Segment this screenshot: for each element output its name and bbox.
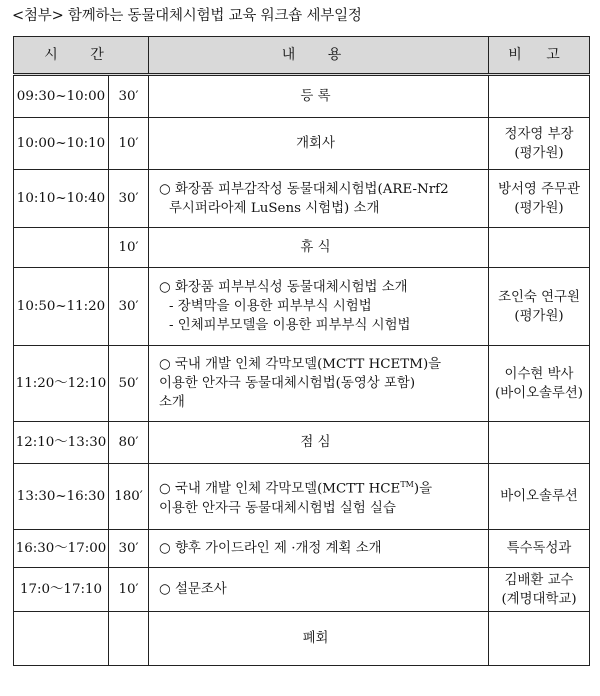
presenter-org: 바이오솔루션 (500, 489, 578, 504)
time-cell (14, 612, 109, 666)
time-cell: 17:0～17:10 (14, 568, 109, 612)
presenter-name: 방서영 주무관 (498, 181, 580, 197)
table-row (14, 568, 590, 612)
time-cell: 09:30~10:00 (14, 75, 109, 118)
table-row (14, 228, 590, 268)
presenter-name: 김배환 교수 (504, 572, 574, 588)
presenter-org: (평가원) (514, 308, 564, 324)
note-cell (489, 612, 590, 666)
duration-cell (109, 612, 149, 666)
duration-cell: 30′ (109, 268, 149, 346)
time-cell (14, 228, 109, 268)
content-cell: ○ 화장품 피부부식성 동물대체시험법 소개 - 장벽막을 이용한 피부부식 시험법 - 인체피부모델을 이용한 피부부식 시험법 (149, 268, 489, 346)
time-cell: 11:20～12:10 (14, 346, 109, 422)
table-row (14, 530, 590, 568)
presenter-org: 특수독성과 (506, 541, 572, 556)
note-cell (489, 170, 590, 228)
note-cell (489, 268, 590, 346)
note-cell (489, 464, 590, 530)
table-row (14, 346, 590, 422)
presenter-name: 조인숙 연구원 (498, 289, 580, 305)
table-header-row (14, 37, 590, 75)
time-cell: 10:50~11:20 (14, 268, 109, 346)
content-cell: ○ 향후 가이드라인 제 ·개정 계획 소개 (149, 530, 489, 568)
table-row (14, 170, 590, 228)
time-cell: 10:00~10:10 (14, 118, 109, 170)
table-row (14, 268, 590, 346)
duration-cell: 80′ (109, 422, 149, 464)
note-cell (489, 346, 590, 422)
note-cell (489, 568, 590, 612)
table-row (14, 118, 590, 170)
table-row (14, 464, 590, 530)
presenter-name: 이수현 박사 (504, 366, 574, 382)
table-row (14, 612, 590, 666)
time-cell: 10:10~10:40 (14, 170, 109, 228)
header-time: 시 간 (14, 37, 149, 75)
duration-cell: 50′ (109, 346, 149, 422)
table-row (14, 75, 590, 118)
note-cell (489, 118, 590, 170)
schedule-table (13, 36, 590, 666)
presenter-org: (바이오솔루션) (494, 385, 584, 401)
presenter-name: 정자영 부장 (504, 126, 574, 142)
duration-cell: 10′ (109, 228, 149, 268)
table-row (14, 422, 590, 464)
presenter-org: (평가원) (514, 200, 564, 216)
presenter-org: (평가원) (514, 145, 564, 161)
time-cell: 16:30～17:00 (14, 530, 109, 568)
content-cell: ○ 국내 개발 인체 각막모델(MCTT HCE™)을 이용한 안자극 동물대체시험법 실험 실습 (149, 464, 489, 530)
note-cell (489, 228, 590, 268)
content-cell: 휴 식 (149, 228, 489, 268)
content-cell: 폐회 (149, 612, 489, 666)
duration-cell: 10′ (109, 568, 149, 612)
document-title: <첨부> 함께하는 동물대체시험법 교육 워크숍 세부일정 (12, 8, 362, 24)
duration-cell: 30′ (109, 530, 149, 568)
duration-cell: 30′ (109, 75, 149, 118)
content-cell: 등 록 (149, 75, 489, 118)
note-cell (489, 422, 590, 464)
content-cell: ○ 설문조사 (149, 568, 489, 612)
duration-cell: 10′ (109, 118, 149, 170)
header-note: 비 고 (489, 37, 590, 75)
duration-cell: 180′ (109, 464, 149, 530)
time-cell: 13:30~16:30 (14, 464, 109, 530)
note-cell (489, 530, 590, 568)
presenter-org: (계명대학교) (501, 591, 577, 607)
time-cell: 12:10～13:30 (14, 422, 109, 464)
content-cell: 점 심 (149, 422, 489, 464)
trademark-superscript: TM (400, 480, 414, 490)
duration-cell: 30′ (109, 170, 149, 228)
note-cell (489, 75, 590, 118)
content-cell: ○ 화장품 피부감작성 동물대체시험법(ARE-Nrf2 루시퍼라아제 LuSens 시험법) 소개 (149, 170, 489, 228)
content-cell: ○ 국내 개발 인체 각막모델(MCTT HCETM)을 이용한 안자극 동물대체시험법(동영상 포함) 소개 (149, 346, 489, 422)
header-content: 내 용 (149, 37, 489, 75)
content-cell: 개회사 (149, 118, 489, 170)
